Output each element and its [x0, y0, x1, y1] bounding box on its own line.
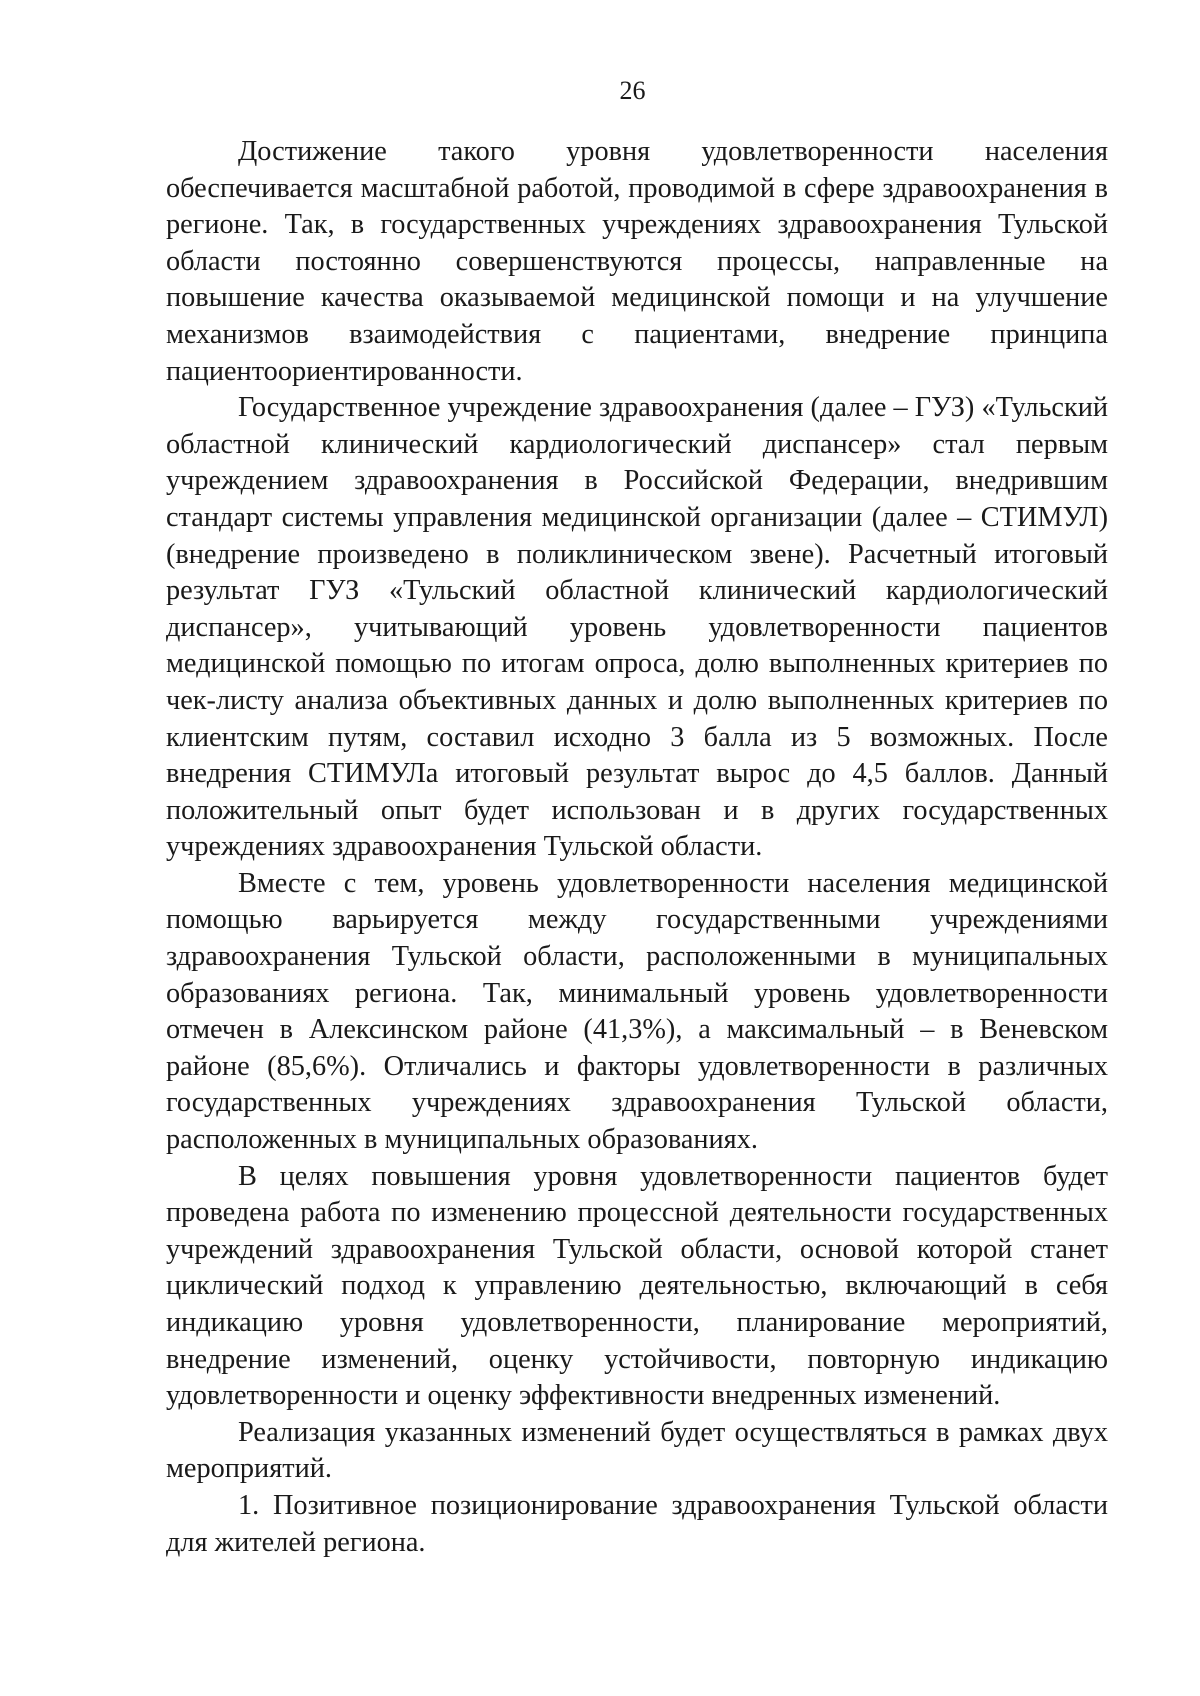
- paragraph-cardiology-dispensary: Государственное учреждение здравоохранения (далее – ГУЗ) «Тульский областной клинический кардиологический диспансер» стал первым учреждением здравоохранения в Российской Федерации, внедрившим стандарт системы управления медицинской организации (далее – СТИМУЛ) (внедрение произведено в поликлиническом звене). Расчетный итоговый результат ГУЗ «Тульский областной клинический кардиологический диспансер», учитывающий уровень удовлетворенности пациентов медицинской помощью по итогам опроса, долю выполненных критериев по чек-листу анализа объективных данных и долю выполненных критериев по клиентским путям, составил исходно 3 балла из 5 возможных. После внедрения СТИМУЛа итоговый результат вырос до 4,5 баллов. Данный положительный опыт будет использован и в других государственных учреждениях здравоохранения Тульской области.: [166, 392, 1108, 863]
- document-body: [166, 134, 1108, 1561]
- paragraph-two-measures: Реализация указанных изменений будет осуществляться в рамках двух мероприятий.: [166, 1416, 1108, 1485]
- paragraph-satisfaction-achievement: Достижение такого уровня удовлетворенности населения обеспечивается масштабной работой, проводимой в сфере здравоохранения в регионе. Так, в государственных учреждениях здравоохранения Тульской области постоянно совершенствуются процессы, направленные на повышение качества оказываемой медицинской помощи и на улучшение механизмов взаимодействия с пациентами, внедрение принципа пациентоориентированности.: [166, 136, 1108, 387]
- page-number: 26: [619, 76, 646, 105]
- paragraph-improvement-goals: В целях повышения уровня удовлетворенности пациентов будет проведена работа по изменению процессной деятельности государственных учреждений здравоохранения Тульской области, основой которой станет циклический подход к управлению деятельностью, включающий в себя индикацию уровня удовлетворенности, планирование мероприятий, внедрение изменений, оценку устойчивости, повторную индикацию удовлетворенности и оценку эффективности внедренных изменений.: [166, 1160, 1108, 1412]
- paragraph-satisfaction-variation: Вместе с тем, уровень удовлетворенности населения медицинской помощью варьируется между государственными учреждениями здравоохранения Тульской области, расположенными в муниципальных образованиях региона. Так, минимальный уровень удовлетворенности отмечен в Алексинском районе (41,3%), а максимальный – в Веневском районе (85,6%). Отличались и факторы удовлетворенности в различных государственных учреждениях здравоохранения Тульской области, расположенных в муниципальных образованиях.: [166, 867, 1108, 1156]
- paragraph-measure-one: 1. Позитивное позиционирование здравоохранения Тульской области для жителей региона.: [166, 1489, 1108, 1558]
